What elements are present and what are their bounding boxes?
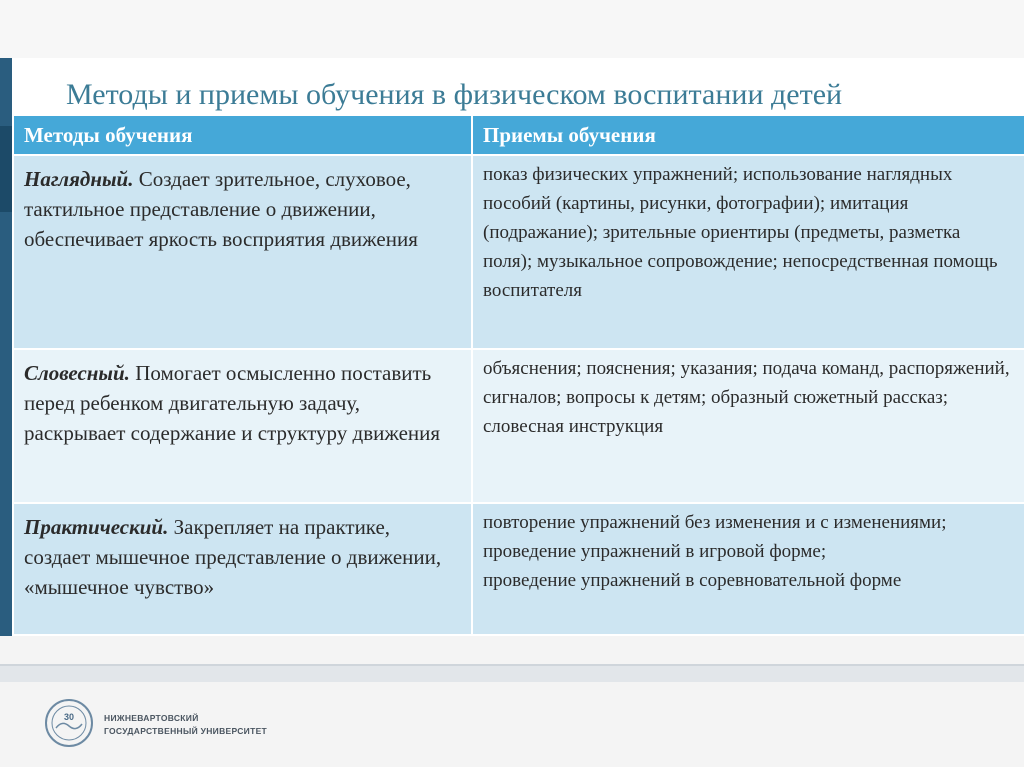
techniques-cell-verbal: объяснения; пояснения; указания; подача команд, распоряжений, сигналов; вопросы к детям; образный сюжетный рассказ; словесная инструкция <box>473 348 1024 502</box>
header-techniques: Приемы обучения <box>473 116 1024 154</box>
technique-line: повторение упражнений без изменения и с изменениями; проведение упражнений в игровой форме; <box>483 512 947 562</box>
top-band <box>0 0 1024 58</box>
university-name <box>104 712 267 738</box>
university-name-line1: НИЖНЕВАРТОВСКИЙ <box>104 713 199 723</box>
accent-bar <box>0 58 12 636</box>
footer-divider <box>0 664 1024 682</box>
method-cell-visual <box>14 154 471 348</box>
logo-text: 30 <box>63 712 75 722</box>
method-name: Практический. <box>24 515 169 539</box>
method-description: Помогает осмысленно поставить перед ребенком двигательную задачу, раскрывает содержание и структуру движения <box>24 361 441 445</box>
university-name-line2: ГОСУДАРСТВЕННЫЙ УНИВЕРСИТЕТ <box>104 726 268 736</box>
method-cell-verbal <box>14 348 471 502</box>
methods-table <box>14 116 1024 634</box>
method-name: Словесный. <box>24 361 130 385</box>
method-cell-practical <box>14 502 471 634</box>
techniques-cell-visual: показ физических упражнений; использование наглядных пособий (картины, рисунки, фотографии); имитация (подражание); зрительные ориентиры (предметы, разметка поля); музыкальное сопровождение; непосредственная помощь воспитателя <box>473 154 1024 348</box>
method-description: Создает зрительное, слуховое, тактильное представление о движении, обеспечивает яркость восприятия движения <box>24 167 418 251</box>
header-methods: Методы обучения <box>14 116 471 154</box>
university-logo-icon <box>44 698 94 748</box>
techniques-cell-practical <box>473 502 1024 634</box>
slide-title: Методы и приемы обучения в физическом воспитании детей <box>66 78 843 111</box>
slide <box>0 58 1024 636</box>
technique-line: проведение упражнений в соревновательной форме <box>483 570 902 591</box>
method-name: Наглядный. <box>24 167 134 191</box>
footer <box>0 682 1024 767</box>
method-description: Закрепляет на практике, создает мышечное представление о движении, «мышечное чувство» <box>24 515 442 599</box>
